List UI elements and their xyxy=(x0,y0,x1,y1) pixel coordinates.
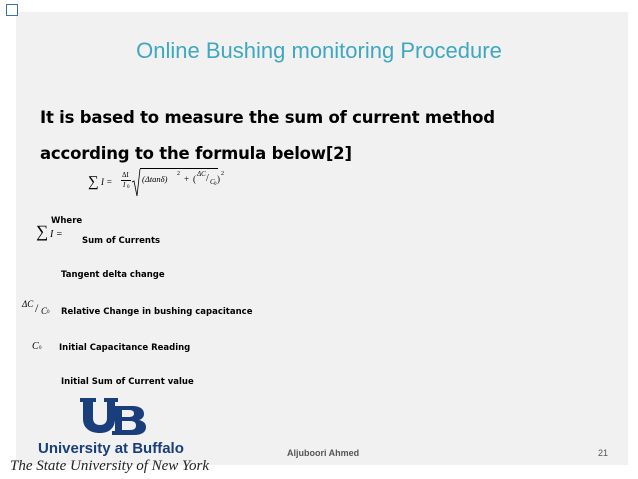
formula-frac-num: ΔI xyxy=(122,171,129,179)
formula-term2-num: ΔC xyxy=(197,170,206,178)
tangent-delta-label: Tangent delta change xyxy=(61,270,165,280)
formula-term1: (Δtanδ) xyxy=(142,174,168,184)
formula-frac-den: I xyxy=(123,181,126,189)
initial-capacitance-label: Initial Capacitance Reading xyxy=(59,343,191,353)
corner-marker xyxy=(6,4,18,16)
c0-symbol: C xyxy=(32,341,39,352)
footer-author: Aljuboori Ahmed xyxy=(287,448,360,458)
formula-sqrt-icon xyxy=(131,168,141,198)
formula-term2-exp: 2 xyxy=(221,171,224,177)
formula-plus: + xyxy=(184,174,190,184)
formula-term1-exp: 2 xyxy=(177,171,180,177)
formula xyxy=(88,168,224,198)
where-sum-lhs: I = xyxy=(50,229,63,240)
body-text-line-2: according to the formula below[2] xyxy=(40,144,352,163)
delta-c-den-sub: 0 xyxy=(47,310,50,315)
university-name: University at Buffalo xyxy=(38,440,184,457)
university-subtitle: The State University of New York xyxy=(10,458,210,474)
slide-title: Online Bushing monitoring Procedure xyxy=(136,38,502,63)
formula-term2-open: ( xyxy=(193,174,196,184)
c0-sub: 0 xyxy=(39,346,42,351)
delta-c-slash: / xyxy=(35,301,39,315)
formula-term2-slash: / xyxy=(206,173,209,184)
where-label: Where xyxy=(51,216,83,226)
ub-logo-icon xyxy=(78,396,150,436)
body-text-line-1: It is based to measure the sum of current method xyxy=(40,108,495,127)
where-sum-symbol: ∑ xyxy=(36,222,49,241)
initial-sum-current-label: Initial Sum of Current value xyxy=(61,377,194,387)
page-number: 21 xyxy=(598,448,609,458)
formula-lhs: I = xyxy=(101,177,113,187)
formula-sum-symbol: ∑ xyxy=(88,174,99,190)
delta-c-den: C xyxy=(41,306,48,316)
formula-frac-den-sub: 0 xyxy=(127,185,130,190)
sum-of-currents-label: Sum of Currents xyxy=(82,236,161,246)
formula-term2-den: C xyxy=(210,178,215,186)
relative-change-label: Relative Change in bushing capacitance xyxy=(61,307,253,317)
delta-c-num: ΔC xyxy=(22,299,34,309)
formula-term2-den-sub: 0 xyxy=(214,182,217,187)
formula-sqrt-bar xyxy=(140,168,218,169)
formula-term2-close: ) xyxy=(217,174,220,184)
